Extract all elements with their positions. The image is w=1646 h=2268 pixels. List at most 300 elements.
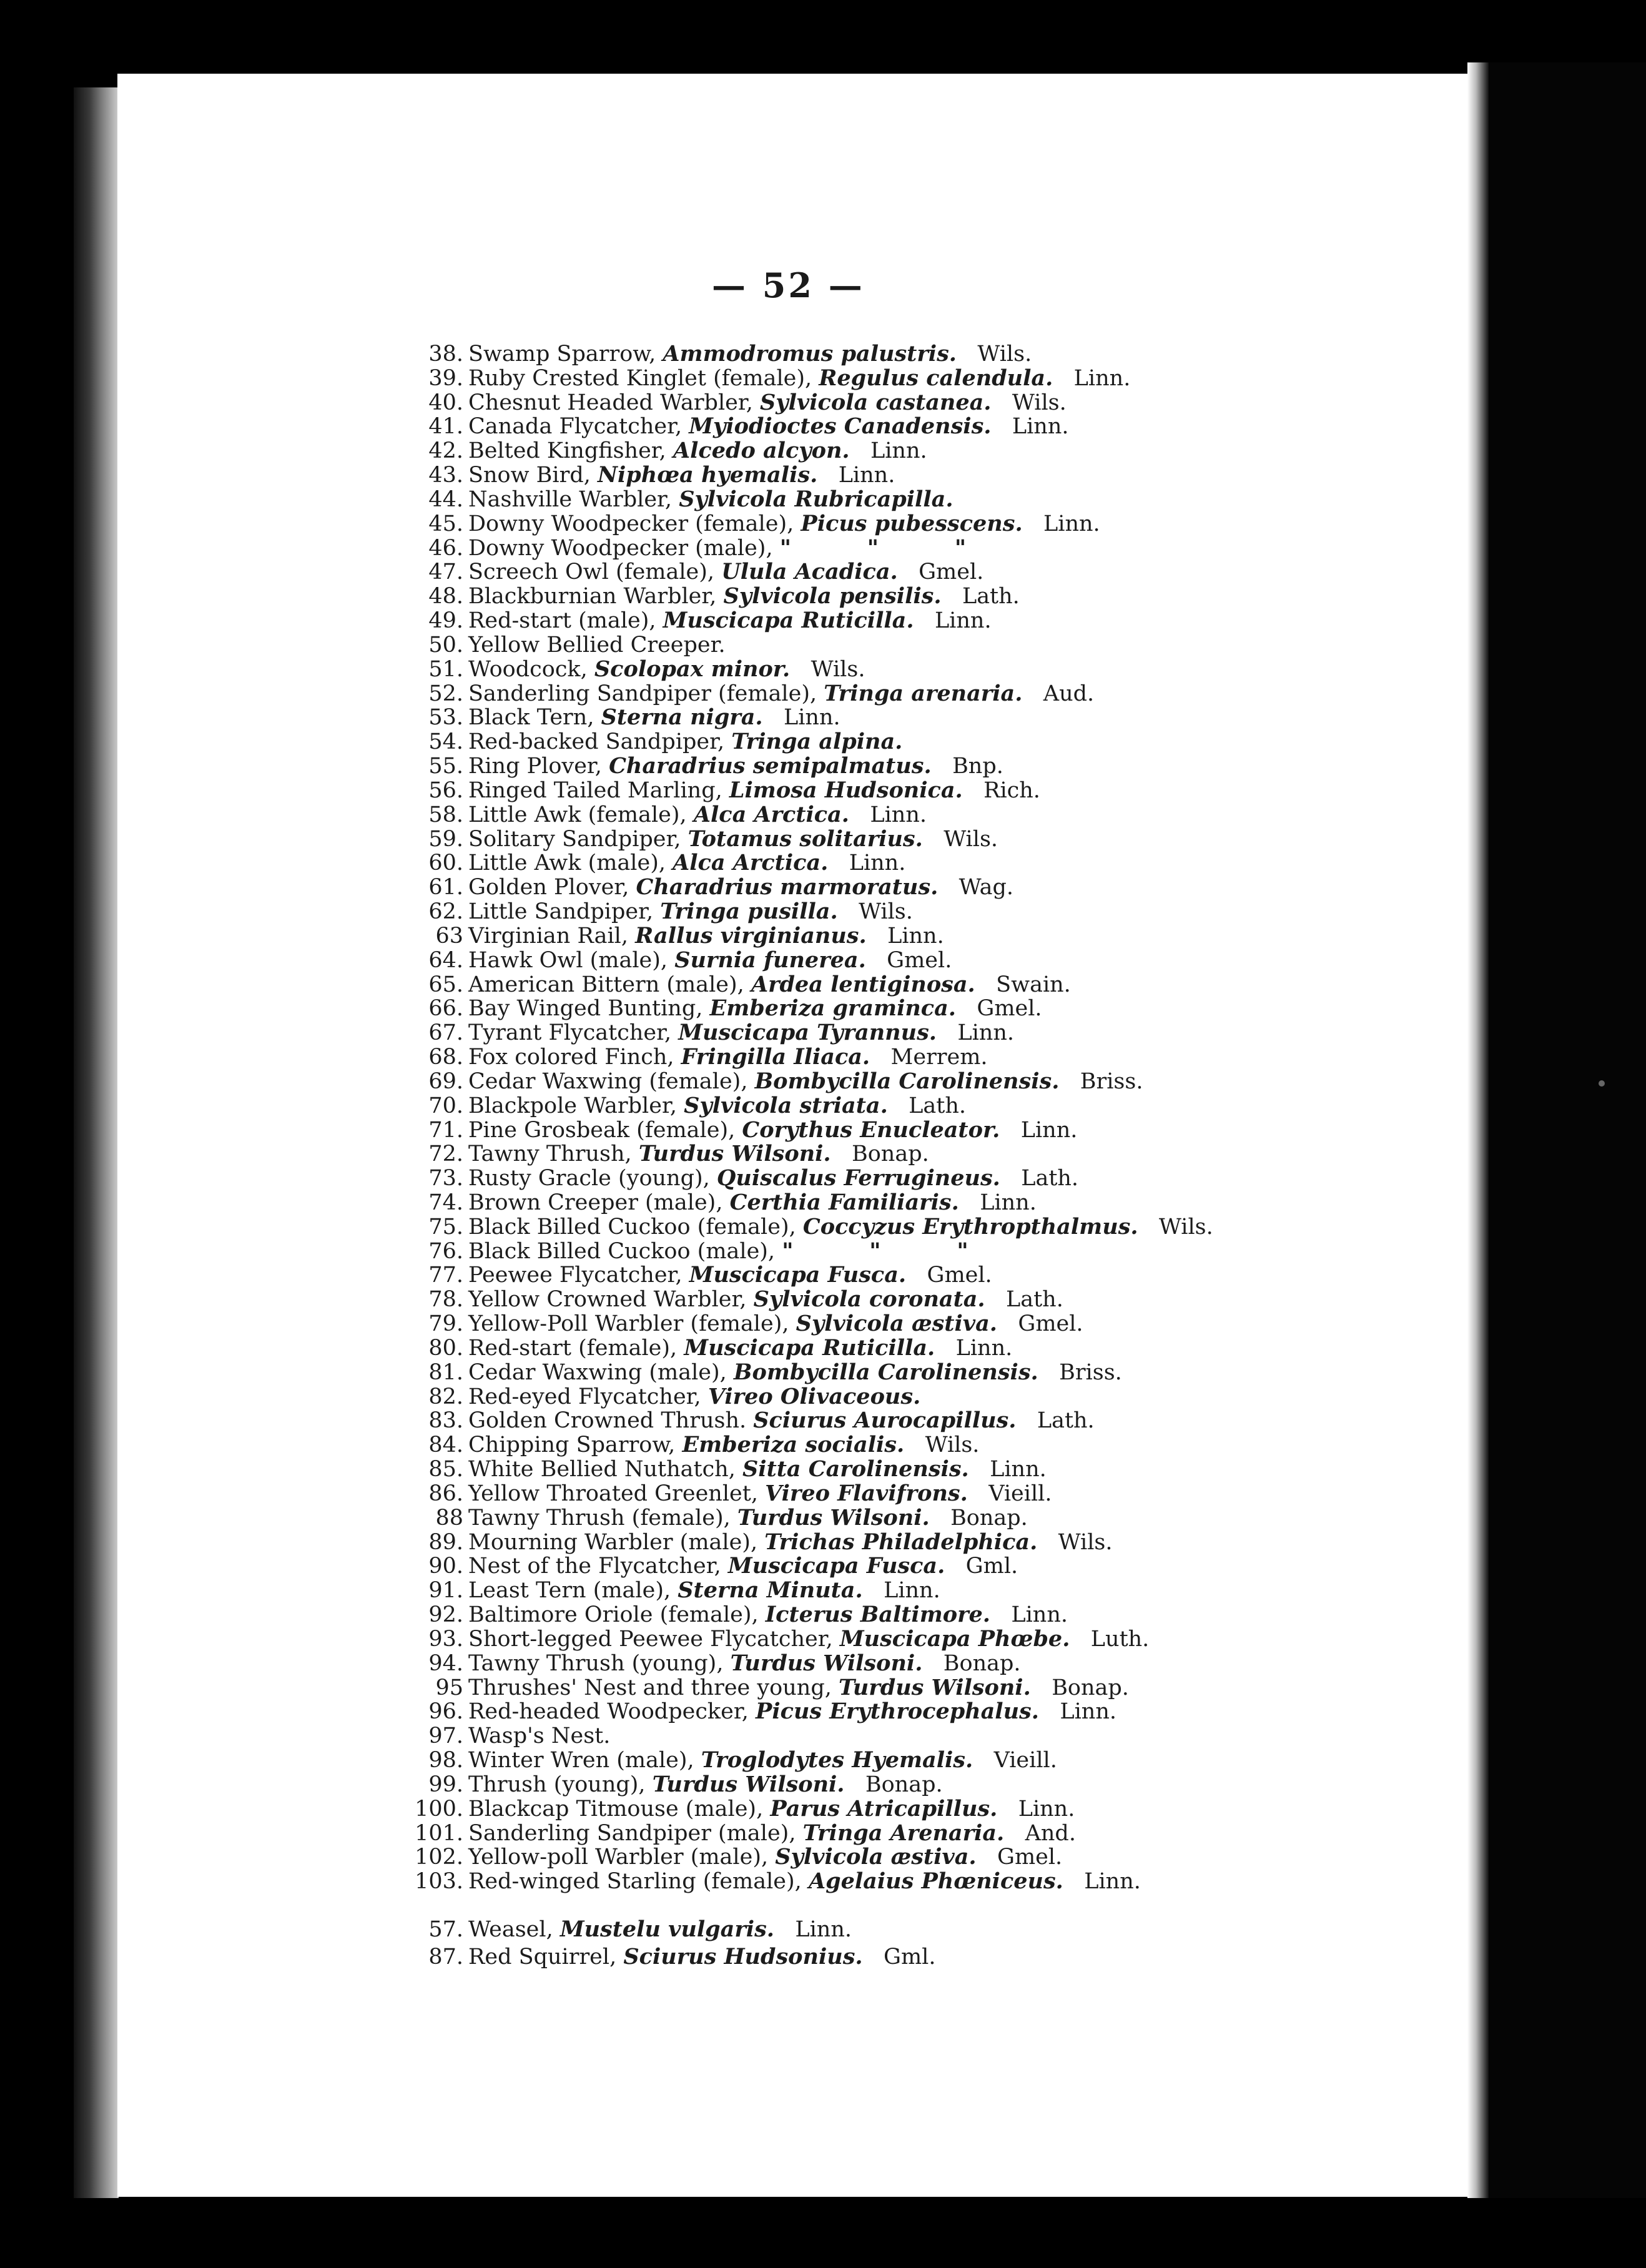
list-item (406, 1506, 1455, 1531)
entry-number: 63 (435, 923, 463, 949)
common-name: Cedar Waxwing (female), (468, 1068, 748, 1094)
common-name: Yellow Throated Greenlet, (468, 1481, 758, 1506)
authority: Lath. (1021, 1166, 1079, 1191)
species-name: Sciurus Aurocapillus. (753, 1408, 1017, 1434)
authority: Gml. (883, 1945, 936, 1970)
entry-number: 39. (428, 365, 463, 391)
list-item (406, 560, 1455, 584)
entry-number: 42. (428, 438, 463, 464)
entry-number: 60. (428, 850, 463, 876)
authority: Linn. (838, 463, 895, 488)
species-name: Sylvicola castanea. (760, 389, 992, 415)
list-item (406, 415, 1455, 439)
species-name: Sciurus Hudsonius. (623, 1944, 863, 1970)
entry-number: 80. (428, 1335, 463, 1361)
entry-number: 64. (428, 947, 463, 973)
list-item (406, 536, 1455, 561)
common-name: Red Squirrel, (468, 1945, 617, 1970)
species-name: Turdus Wilsoni. (638, 1141, 831, 1167)
authority: Gml. (965, 1554, 1018, 1579)
common-name: Mourning Warbler (male), (468, 1529, 758, 1555)
species-name: Quiscalus Ferrugineus. (716, 1165, 1000, 1191)
list-item (406, 512, 1455, 536)
entry-number: 95 (435, 1675, 463, 1700)
species-name: Rallus virginianus. (635, 922, 867, 949)
entry-number: 51. (428, 656, 463, 682)
entry-list (406, 342, 1455, 1894)
common-name: Tawny Thrush (young), (468, 1650, 724, 1676)
common-name: Black Billed Cuckoo (male), (468, 1238, 776, 1264)
list-item (406, 1409, 1455, 1433)
entry-number: 102. (415, 1845, 463, 1870)
entry-number: 62. (428, 899, 463, 925)
entry-number: 50. (428, 632, 463, 658)
common-name: Weasel, (468, 1917, 553, 1942)
common-name: Downy Woodpecker (female), (468, 511, 794, 536)
species-name: Limosa Hudsonica. (729, 777, 963, 803)
entry-number: 57. (428, 1917, 463, 1942)
species-name: Muscicapa Ruticilla. (663, 608, 914, 634)
species-name: Corythus Enucleator. (742, 1117, 1000, 1143)
species-name: Sitta Carolinensis. (742, 1456, 969, 1482)
entry-number: 96. (428, 1699, 463, 1725)
common-name: Sanderling Sandpiper (female), (468, 681, 817, 706)
list-item (406, 1142, 1455, 1166)
common-name: Virginian Rail, (468, 923, 628, 949)
list-item (406, 1845, 1455, 1870)
entry-number: 45. (428, 511, 463, 536)
authority: Linn. (934, 608, 992, 634)
list-item (406, 1822, 1455, 1846)
common-name: Black Billed Cuckoo (female), (468, 1214, 796, 1240)
species-name: Niphœa hyemalis. (598, 462, 818, 488)
entry-number: 46. (428, 535, 463, 561)
species-name: Sterna Minuta. (678, 1577, 863, 1604)
right-page-fold (1467, 62, 1489, 2198)
authority: Linn. (1084, 1869, 1141, 1895)
species-name: Ammodromus palustris. (663, 341, 957, 367)
common-name: Screech Owl (female), (468, 560, 715, 585)
entry-number: 38. (428, 342, 463, 367)
species-name: Muscicapa Fusca. (689, 1262, 907, 1288)
entry-number: 94. (428, 1650, 463, 1676)
list-item (406, 1094, 1455, 1118)
species-name: Charadrius marmoratus. (636, 874, 939, 900)
species-name: Tringa alpina. (731, 729, 903, 755)
list-item (406, 439, 1455, 463)
list-item (406, 1433, 1455, 1457)
entry-number: 68. (428, 1045, 463, 1070)
authority: And. (1025, 1820, 1076, 1846)
species-name: Sylvicola coronata. (753, 1286, 985, 1313)
common-name: Fox colored Finch, (468, 1045, 674, 1070)
common-name: Baltimore Oriole (female), (468, 1602, 759, 1628)
common-name: Nashville Warbler, (468, 486, 673, 512)
species-name: Ulula Acadica. (721, 559, 898, 585)
entry-number: 67. (428, 1020, 463, 1046)
list-item (406, 1603, 1455, 1627)
page-number: — 52 — (712, 265, 865, 305)
common-name: Downy Woodpecker (male), (468, 535, 773, 561)
common-name: Thrushes' Nest and three young, (468, 1675, 832, 1700)
list-item (406, 658, 1455, 682)
species-name: Tringa pusilla. (660, 899, 838, 925)
entry-number: 103. (415, 1869, 463, 1895)
authority: Linn. (795, 1917, 852, 1942)
common-name: Golden Crowned Thrush. (468, 1408, 747, 1434)
list-item (406, 1166, 1455, 1191)
species-name: Picus pubesscens. (801, 510, 1023, 536)
list-item (406, 1554, 1455, 1579)
authority: Rich. (983, 777, 1040, 803)
right-dark-margin (1489, 62, 1646, 2198)
species-name: Troglodytes Hyemalis. (701, 1747, 973, 1773)
species-name: Bombycilla Carolinensis. (733, 1359, 1038, 1385)
species-name: Muscicapa Ruticilla. (684, 1334, 935, 1361)
common-name: Black Tern, (468, 705, 594, 731)
list-item (406, 1943, 1455, 1971)
entry-number: 55. (428, 754, 463, 779)
list-item (406, 1700, 1455, 1724)
authority: Gmel. (997, 1845, 1063, 1870)
species-name: Vireo Flavifrons. (765, 1480, 968, 1506)
list-item (406, 633, 1455, 658)
authority: Gmel. (1018, 1311, 1083, 1337)
authority: Linn. (1073, 365, 1131, 391)
entry-number: 89. (428, 1529, 463, 1555)
list-item (406, 1482, 1455, 1506)
authority: Linn. (1043, 511, 1100, 536)
species-name: Icterus Baltimore. (765, 1602, 990, 1628)
list-item (406, 463, 1455, 488)
entry-number: 70. (428, 1093, 463, 1118)
species-name: Alca Arctica. (693, 801, 849, 827)
list-item (406, 803, 1455, 827)
authority: Linn. (1018, 1796, 1075, 1822)
authority: Gmel. (919, 560, 984, 585)
species-name: Myiodioctes Canadensis. (689, 413, 992, 440)
authority: Linn. (887, 923, 944, 949)
entry-number: 69. (428, 1068, 463, 1094)
authority: Gmel. (977, 996, 1042, 1022)
species-name: Muscicapa Fusca. (727, 1553, 945, 1579)
list-item (406, 1021, 1455, 1045)
species-name: Ardea lentiginosa. (751, 971, 975, 997)
authority: Linn. (884, 1578, 940, 1604)
authority: Linn. (870, 802, 927, 827)
common-name: Red-start (female), (468, 1335, 678, 1361)
species-name: Alca Arctica. (673, 850, 829, 876)
authority: Bnp. (952, 754, 1003, 779)
list-item (406, 1724, 1455, 1748)
authority: Linn. (1012, 414, 1069, 440)
common-name: White Bellied Nuthatch, (468, 1457, 736, 1482)
common-name: Least Tern (male), (468, 1578, 671, 1604)
list-item (406, 875, 1455, 900)
species-name: Muscicapa Tyrannus. (678, 1020, 937, 1046)
entry-number: 49. (428, 608, 463, 634)
authority: Wils. (944, 826, 998, 852)
species-name: " " " (779, 535, 967, 561)
entry-number: 98. (428, 1748, 463, 1773)
authority: Bonap. (943, 1650, 1021, 1676)
common-name: Tawny Thrush (female), (468, 1505, 731, 1531)
common-name: Winter Wren (male), (468, 1748, 694, 1773)
species-name: Surnia funerea. (674, 947, 866, 973)
entry-number: 84. (428, 1432, 463, 1458)
common-name: Blackcap Titmouse (male), (468, 1796, 764, 1822)
entry-number: 59. (428, 826, 463, 852)
common-name: Tyrant Flycatcher, (468, 1020, 672, 1046)
species-name: Picus Erythrocephalus. (756, 1699, 1039, 1725)
common-name: Red-headed Woodpecker, (468, 1699, 749, 1725)
list-item (406, 1773, 1455, 1797)
authority: Wils. (925, 1432, 980, 1458)
species-name: Sylvicola pensilis. (723, 583, 942, 609)
authority: Briss. (1080, 1068, 1143, 1094)
common-name: Chipping Sparrow, (468, 1432, 676, 1458)
species-name: " " " (782, 1238, 968, 1264)
authority: Linn. (955, 1335, 1013, 1361)
list-item (406, 1748, 1455, 1773)
list-item (406, 949, 1455, 973)
common-name: Little Awk (female), (468, 802, 687, 827)
common-name: Yellow Crowned Warbler, (468, 1287, 747, 1313)
common-name: Belted Kingfisher, (468, 438, 666, 464)
authority: Swain. (996, 972, 1071, 997)
species-name: Vireo Olivaceous. (707, 1383, 921, 1409)
species-name: Emberiza socialis. (682, 1432, 905, 1458)
entry-number: 92. (428, 1602, 463, 1628)
authority: Lath. (909, 1093, 967, 1118)
authority: Linn. (870, 438, 927, 464)
list-item (406, 1870, 1455, 1894)
common-name: Blackpole Warbler, (468, 1093, 677, 1118)
common-name: Woodcock, (468, 656, 588, 682)
entry-number: 79. (428, 1311, 463, 1337)
authority: Bonap. (950, 1505, 1028, 1531)
common-name: Cedar Waxwing (male), (468, 1359, 727, 1385)
authority: Briss. (1059, 1359, 1122, 1385)
list-item (406, 1240, 1455, 1264)
authority: Linn. (783, 705, 840, 731)
species-name: Sylvicola æstiva. (796, 1311, 997, 1337)
common-name: Pine Grosbeak (female), (468, 1117, 736, 1143)
list-item (406, 851, 1455, 875)
species-name: Bombycilla Carolinensis. (754, 1068, 1060, 1094)
species-name: Turdus Wilsoni. (652, 1771, 845, 1797)
entry-number: 93. (428, 1626, 463, 1652)
entry-number: 52. (428, 681, 463, 706)
list-item (406, 1916, 1455, 1943)
authority: Linn. (980, 1190, 1037, 1215)
common-name: Yellow Bellied Creeper. (468, 632, 726, 658)
entry-number: 100. (415, 1796, 463, 1822)
entry-number: 86. (428, 1481, 463, 1506)
entry-number: 65. (428, 972, 463, 997)
common-name: Golden Plover, (468, 875, 629, 900)
entry-number: 85. (428, 1457, 463, 1482)
list-item (406, 1288, 1455, 1312)
list-item (406, 1215, 1455, 1240)
authority: Lath. (962, 584, 1020, 609)
entry-number: 83. (428, 1408, 463, 1434)
footnote-list (406, 1916, 1455, 1971)
common-name: Thrush (young), (468, 1772, 646, 1797)
species-name: Tringa arenaria. (824, 680, 1023, 706)
species-name: Coccyzus Erythropthalmus. (802, 1213, 1138, 1240)
authority: Linn. (849, 850, 906, 876)
entry-number: 66. (428, 996, 463, 1022)
authority: Bonap. (865, 1772, 943, 1797)
species-name: Turdus Wilsoni. (730, 1650, 923, 1676)
list-item (406, 1579, 1455, 1603)
left-binding-edge (74, 87, 119, 2198)
species-name: Agelaius Phœniceus. (808, 1868, 1063, 1895)
authority: Vieill. (993, 1748, 1057, 1773)
common-name: Peewee Flycatcher, (468, 1263, 683, 1288)
list-item (406, 1676, 1455, 1700)
list-item (406, 1263, 1455, 1288)
entry-number: 56. (428, 777, 463, 803)
common-name: Bay Winged Bunting, (468, 996, 703, 1022)
entry-number: 77. (428, 1263, 463, 1288)
common-name: Little Awk (male), (468, 850, 666, 876)
common-name: Red-backed Sandpiper, (468, 729, 725, 755)
common-name: Ring Plover, (468, 754, 602, 779)
species-name: Fringilla Iliaca. (681, 1044, 870, 1070)
authority: Wils. (1158, 1214, 1213, 1240)
species-name: Totamus solitarius. (687, 826, 923, 852)
species-name: Sylvicola striata. (684, 1092, 888, 1118)
common-name: Yellow-Poll Warbler (female), (468, 1311, 789, 1337)
common-name: Ruby Crested Kinglet (female), (468, 365, 812, 391)
species-name: Sterna nigra. (601, 704, 763, 731)
authority: Aud. (1043, 681, 1095, 706)
entry-number: 91. (428, 1578, 463, 1604)
common-name: Red-winged Starling (female), (468, 1869, 802, 1895)
list-item (406, 488, 1455, 512)
common-name: Nest of the Flycatcher, (468, 1554, 721, 1579)
entry-number: 76. (428, 1238, 463, 1264)
entry-number: 97. (428, 1723, 463, 1749)
authority: Luth. (1090, 1626, 1150, 1652)
authority: Bonap. (852, 1141, 929, 1167)
species-name: Sylvicola Rubricapilla. (679, 486, 954, 512)
authority: Linn. (1011, 1602, 1068, 1628)
authority: Wils. (811, 656, 865, 682)
list-item (406, 1045, 1455, 1070)
entry-number: 48. (428, 584, 463, 609)
common-name: Wasp's Nest. (468, 1723, 611, 1749)
list-item (406, 367, 1455, 391)
entry-number: 61. (428, 875, 463, 900)
entry-number: 40. (428, 390, 463, 415)
list-item (406, 730, 1455, 754)
entry-number: 43. (428, 463, 463, 488)
authority: Gmel. (927, 1263, 992, 1288)
authority: Merrem. (890, 1045, 988, 1070)
species-name: Certhia Familiaris. (729, 1189, 959, 1215)
entry-number: 87. (428, 1945, 463, 1970)
list-item (406, 1385, 1455, 1409)
list-item (406, 1118, 1455, 1143)
entry-number: 78. (428, 1287, 463, 1313)
species-name: Parus Atricapillus. (770, 1795, 998, 1822)
list-item (406, 1336, 1455, 1361)
common-name: Snow Bird, (468, 463, 591, 488)
list-item (406, 342, 1455, 367)
species-name: Trichas Philadelphica. (764, 1529, 1038, 1555)
authority: Linn. (1020, 1117, 1078, 1143)
list-item (406, 609, 1455, 633)
species-name: Emberiza graminca. (709, 995, 956, 1022)
list-item (406, 924, 1455, 949)
list-item (406, 1531, 1455, 1555)
entry-number: 90. (428, 1554, 463, 1579)
authority: Bonap. (1052, 1675, 1129, 1700)
entry-number: 82. (428, 1384, 463, 1409)
list-item (406, 973, 1455, 997)
authority: Linn. (957, 1020, 1015, 1046)
common-name: Red-start (male), (468, 608, 656, 634)
common-name: Solitary Sandpiper, (468, 826, 681, 852)
common-name: Swamp Sparrow, (468, 342, 656, 367)
common-name: American Bittern (male), (468, 972, 744, 997)
entry-number: 81. (428, 1359, 463, 1385)
entry-number: 54. (428, 729, 463, 755)
common-name: Brown Creeper (male), (468, 1190, 723, 1215)
species-name: Turdus Wilsoni. (737, 1504, 930, 1531)
list-item (406, 754, 1455, 779)
list-item (406, 1652, 1455, 1676)
entry-number: 41. (428, 414, 463, 440)
entry-number: 101. (415, 1820, 463, 1846)
common-name: Chesnut Headed Warbler, (468, 390, 753, 415)
entry-number: 74. (428, 1190, 463, 1215)
list-item (406, 997, 1455, 1021)
entry-number: 44. (428, 486, 463, 512)
common-name: Canada Flycatcher, (468, 414, 683, 440)
list-item (406, 1361, 1455, 1385)
species-name: Sylvicola æstiva. (775, 1844, 977, 1870)
common-name: Little Sandpiper, (468, 899, 654, 925)
list-item (406, 391, 1455, 415)
list-item (406, 706, 1455, 730)
common-name: Red-eyed Flycatcher, (468, 1384, 701, 1409)
entry-number: 71. (428, 1117, 463, 1143)
species-name: Scolopax minor. (594, 656, 791, 682)
list-item (406, 1312, 1455, 1336)
entry-number: 73. (428, 1166, 463, 1191)
authority: Wils. (977, 342, 1032, 367)
authority: Gmel. (887, 947, 952, 973)
entry-number: 88 (435, 1505, 463, 1531)
entry-number: 75. (428, 1214, 463, 1240)
common-name: Blackburnian Warbler, (468, 584, 717, 609)
common-name: Short-legged Peewee Flycatcher, (468, 1626, 833, 1652)
common-name: Sanderling Sandpiper (male), (468, 1820, 796, 1846)
species-name: Tringa Arenaria. (802, 1820, 1005, 1846)
speck-mark (1599, 1080, 1605, 1087)
common-name: Rusty Gracle (young), (468, 1166, 710, 1191)
entry-number: 53. (428, 705, 463, 731)
list-item (406, 1191, 1455, 1215)
list-item (406, 900, 1455, 924)
common-name: Yellow-poll Warbler (male), (468, 1845, 769, 1870)
entry-number: 47. (428, 560, 463, 585)
authority: Wils. (1058, 1529, 1113, 1555)
